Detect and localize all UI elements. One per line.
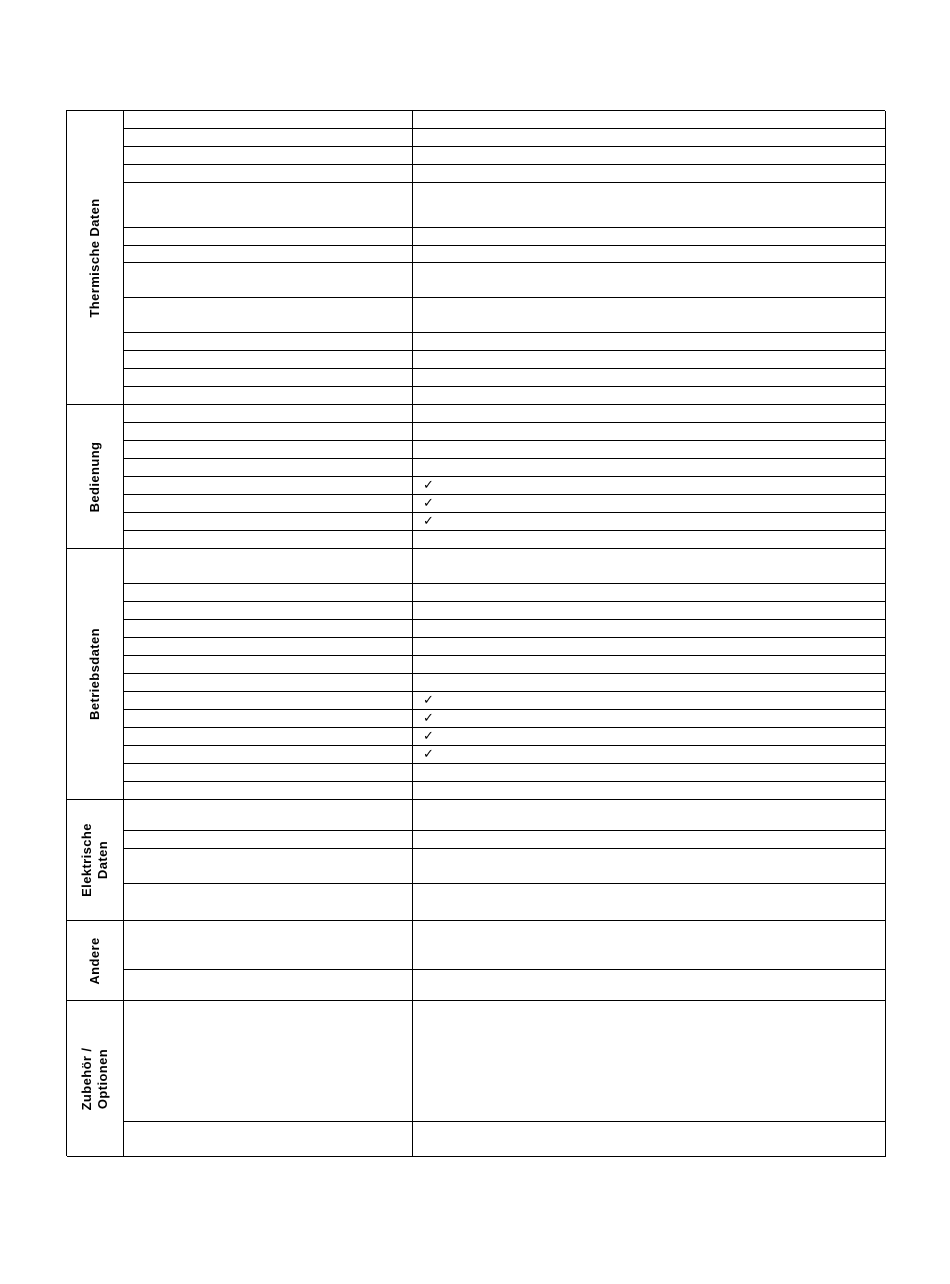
- table-row-label: [124, 1122, 413, 1157]
- section-header-thermische: [67, 111, 124, 405]
- checkmark-icon: ✓: [423, 692, 434, 708]
- table-row-value: [413, 351, 886, 369]
- table-row-label: [124, 800, 413, 831]
- table-row-value: [413, 849, 886, 884]
- table-row-label: [124, 620, 413, 638]
- table-row-value: [413, 1122, 886, 1157]
- table-row-label: [124, 298, 413, 333]
- table-row-value: [413, 477, 886, 495]
- section-label-line: Daten: [95, 840, 110, 880]
- table-row-label: [124, 405, 413, 423]
- table-row-value: [413, 764, 886, 782]
- table-row-label: [124, 884, 413, 921]
- section-label-bedienung: Bedienung: [87, 441, 102, 512]
- section-header-bedienung: [67, 405, 124, 549]
- table-row-value: [413, 584, 886, 602]
- table-row-label: [124, 970, 413, 1001]
- section-header-elektrische: [67, 800, 124, 921]
- table-row-value: [413, 495, 886, 513]
- table-row-label: [124, 513, 413, 531]
- specification-table: [66, 110, 885, 1156]
- table-row-value: [413, 921, 886, 970]
- section-label-line: Elektrische: [79, 823, 94, 897]
- table-row-value: [413, 298, 886, 333]
- table-row-label: [124, 692, 413, 710]
- table-row-value: [413, 728, 886, 746]
- table-row-value: [413, 782, 886, 800]
- section-label-betriebsdaten: Betriebsdaten: [87, 628, 102, 720]
- table-row-label: [124, 387, 413, 405]
- table-row-value: [413, 129, 886, 147]
- table-row-label: [124, 602, 413, 620]
- table-row-value: [413, 970, 886, 1001]
- section-label-zubehoer: [79, 1047, 111, 1110]
- table-row-label: [124, 674, 413, 692]
- table-row-label: [124, 849, 413, 884]
- table-row-value: [413, 674, 886, 692]
- section-label-line: Zubehör /: [79, 1047, 94, 1110]
- table-row-value: [413, 441, 886, 459]
- table-row-label: [124, 165, 413, 183]
- table-row-value: [413, 800, 886, 831]
- table-row-value: [413, 831, 886, 849]
- table-row-value: [413, 549, 886, 584]
- table-row-value: [413, 531, 886, 549]
- checkmark-icon: ✓: [423, 495, 434, 511]
- table-row-value: [413, 692, 886, 710]
- table-row-value: [413, 246, 886, 263]
- section-label-andere: Andere: [87, 936, 102, 985]
- table-row-label: [124, 129, 413, 147]
- table-row-label: [124, 111, 413, 129]
- table-row-label: [124, 921, 413, 970]
- table-row-label: [124, 423, 413, 441]
- table-row-value: [413, 263, 886, 298]
- table-row-value: [413, 459, 886, 477]
- table-row-value: [413, 602, 886, 620]
- table-row-value: [413, 884, 886, 921]
- table-row-label: [124, 351, 413, 369]
- table-row-label: [124, 246, 413, 263]
- table-row-label: [124, 710, 413, 728]
- table-row-label: [124, 495, 413, 513]
- table-row-value: [413, 333, 886, 351]
- table-row-label: [124, 656, 413, 674]
- table-row-label: [124, 263, 413, 298]
- table-row-value: [413, 746, 886, 764]
- section-header-andere: [67, 921, 124, 1001]
- table-row-value: [413, 387, 886, 405]
- checkmark-icon: ✓: [423, 728, 434, 744]
- table-row-value: [413, 165, 886, 183]
- table-row-value: [413, 656, 886, 674]
- table-row-label: [124, 1001, 413, 1122]
- table-row-label: [124, 228, 413, 246]
- checkmark-icon: ✓: [423, 513, 434, 529]
- table-row-value: [413, 111, 886, 129]
- section-label-elektrische: [79, 823, 111, 897]
- table-row-value: [413, 147, 886, 165]
- table-row-value: [413, 638, 886, 656]
- table-row-label: [124, 441, 413, 459]
- table-row-label: [124, 764, 413, 782]
- table-row-label: [124, 549, 413, 584]
- table-row-value: [413, 423, 886, 441]
- section-header-betriebsdaten: [67, 549, 124, 800]
- table-row-value: [413, 1001, 886, 1122]
- table-row-label: [124, 746, 413, 764]
- table-row-label: [124, 584, 413, 602]
- checkmark-icon: ✓: [423, 746, 434, 762]
- checkmark-icon: ✓: [423, 710, 434, 726]
- section-header-zubehoer: [67, 1001, 124, 1157]
- table-row-label: [124, 531, 413, 549]
- table-row-label: [124, 782, 413, 800]
- table-row-label: [124, 728, 413, 746]
- section-label-line: Optionen: [95, 1048, 110, 1109]
- table-row-label: [124, 147, 413, 165]
- table-row-label: [124, 831, 413, 849]
- table-row-label: [124, 459, 413, 477]
- table-row-value: [413, 228, 886, 246]
- table-row-label: [124, 333, 413, 351]
- section-label-thermische: Thermische Daten: [87, 197, 102, 318]
- table-row-value: [413, 620, 886, 638]
- table-row-label: [124, 369, 413, 387]
- table-row-value: [413, 183, 886, 228]
- table-row-label: [124, 183, 413, 228]
- table-row-label: [124, 638, 413, 656]
- table-row-value: [413, 405, 886, 423]
- table-row-value: [413, 513, 886, 531]
- checkmark-icon: ✓: [423, 477, 434, 493]
- table-row-value: [413, 710, 886, 728]
- table-row-label: [124, 477, 413, 495]
- table-row-value: [413, 369, 886, 387]
